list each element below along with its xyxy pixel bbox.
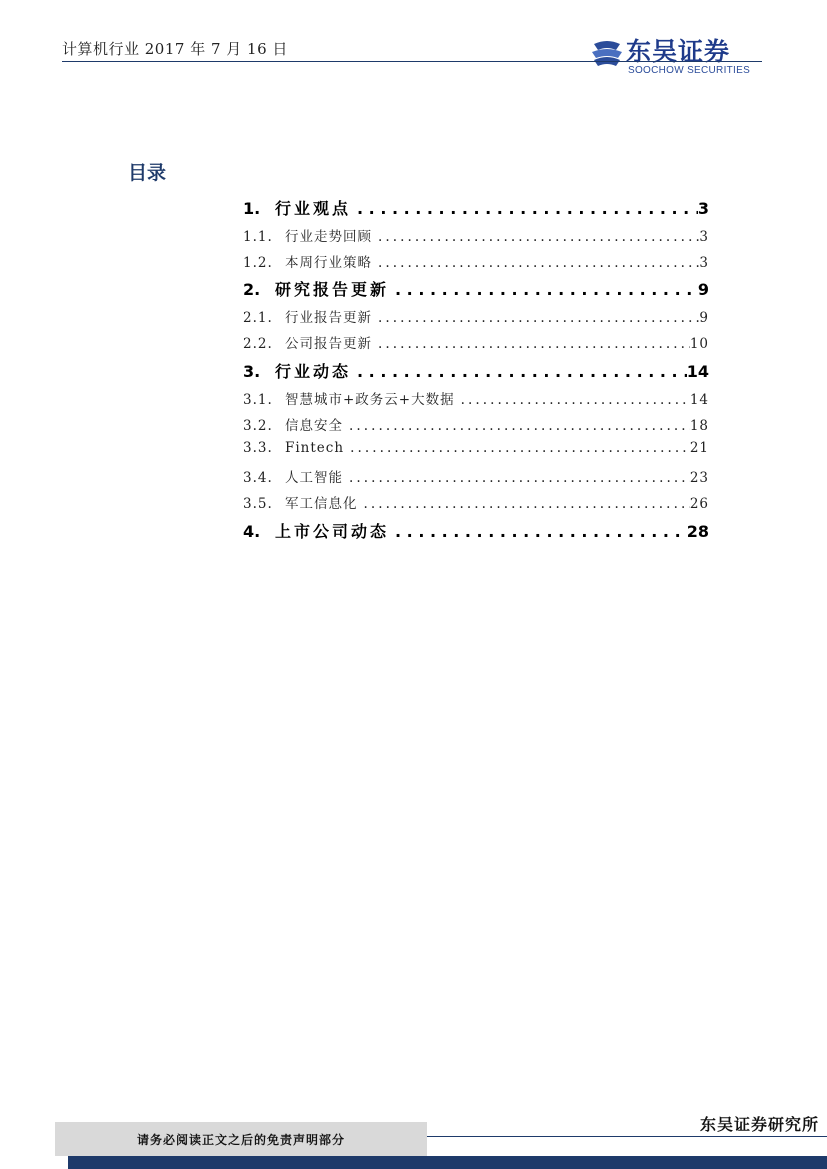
toc-entry-number: 2.1. [243,310,273,326]
toc-entry-1-2[interactable] [243,251,709,271]
toc-leader-dots [343,418,690,434]
toc-leader-dots [343,470,690,486]
toc-leader-dots [389,522,687,541]
toc-entry-1-1[interactable] [243,225,709,245]
toc-entry-label: 公司报告更新 [285,336,372,352]
toc-entry-number: 3.2. [243,418,273,434]
toc-entry-label: 研究报告更新 [275,280,390,299]
soochow-logo-icon [590,38,624,72]
toc-entry-label: 信息安全 [285,418,343,434]
header-divider [62,61,762,62]
toc-entry-page: 3 [697,199,709,218]
toc-entry-number: 3.5. [243,496,273,512]
toc-entry-number: 1. [243,199,261,218]
toc-entry-page: 3 [699,255,709,271]
toc-entry-number: 1.1. [243,229,273,245]
toc-entry-number: 2. [243,280,261,299]
toc-entry-3-3[interactable] [243,440,709,456]
toc-entry-1[interactable] [243,196,709,219]
toc-leader-dots [455,392,690,408]
toc-entry-page: 26 [689,496,709,512]
company-logo [590,38,765,78]
toc-leader-dots [389,280,698,299]
logo-english-name: SOOCHOW SECURITIES [628,65,751,76]
toc-entry-label: 行业动态 [275,362,352,381]
footer-institute-name: 东吴证券研究所 [699,1115,819,1134]
toc-leader-dots [372,336,690,352]
toc-entry-label: 智慧城市+政务云+大数据 [285,392,455,408]
toc-leader-dots [358,496,690,512]
toc-entry-number: 4. [243,522,261,541]
toc-entry-label: 军工信息化 [285,496,358,512]
toc-title: 目录 [128,162,167,184]
toc-entry-page: 10 [689,336,709,352]
toc-entry-label: 本周行业策略 [285,255,372,271]
toc-leader-dots [372,229,699,245]
header-report-date: 计算机行业 2017 年 7 月 16 日 [62,40,288,58]
toc-entry-number: 3.3. [243,440,273,456]
toc-entry-3-2[interactable] [243,414,709,434]
toc-entry-page: 23 [689,470,709,486]
toc-leader-dots [372,255,699,271]
toc-leader-dots [351,199,698,218]
toc-entry-2-1[interactable] [243,306,709,326]
toc-entry-label: Fintech [285,440,345,456]
toc-entry-number: 1.2. [243,255,273,271]
toc-entry-page: 21 [689,440,709,456]
toc-entry-label: 行业走势回顾 [285,229,372,245]
toc-entry-3[interactable] [243,359,709,382]
toc-entry-2-2[interactable] [243,332,709,352]
toc-leader-dots [344,440,690,456]
toc-entry-page: 14 [689,392,709,408]
toc-entry-label: 行业报告更新 [285,310,372,326]
toc-entry-4[interactable] [243,519,709,542]
footer-brand-bar [68,1156,827,1169]
toc-entry-page: 18 [689,418,709,434]
toc-entry-page: 14 [686,362,709,381]
toc-leader-dots [351,362,687,381]
toc-entry-label: 人工智能 [285,470,343,486]
disclaimer-notice: 请务必阅读正文之后的免责声明部分 [55,1122,427,1156]
toc-entry-number: 2.2. [243,336,273,352]
toc-entry-number: 3.1. [243,392,273,408]
toc-entry-3-1[interactable] [243,388,709,408]
toc-leader-dots [372,310,699,326]
toc-entry-label: 行业观点 [275,199,352,218]
toc-entry-3-5[interactable] [243,492,709,512]
toc-entry-page: 9 [697,280,709,299]
toc-entry-number: 3. [243,362,261,381]
toc-entry-page: 9 [699,310,709,326]
toc-entry-2[interactable] [243,277,709,300]
toc-entry-3-4[interactable] [243,466,709,486]
toc-entry-number: 3.4. [243,470,273,486]
toc-entry-label: 上市公司动态 [275,522,390,541]
toc-entry-page: 3 [699,229,709,245]
toc-entry-page: 28 [686,522,709,541]
logo-chinese-name: 东吴证券 [626,37,731,66]
